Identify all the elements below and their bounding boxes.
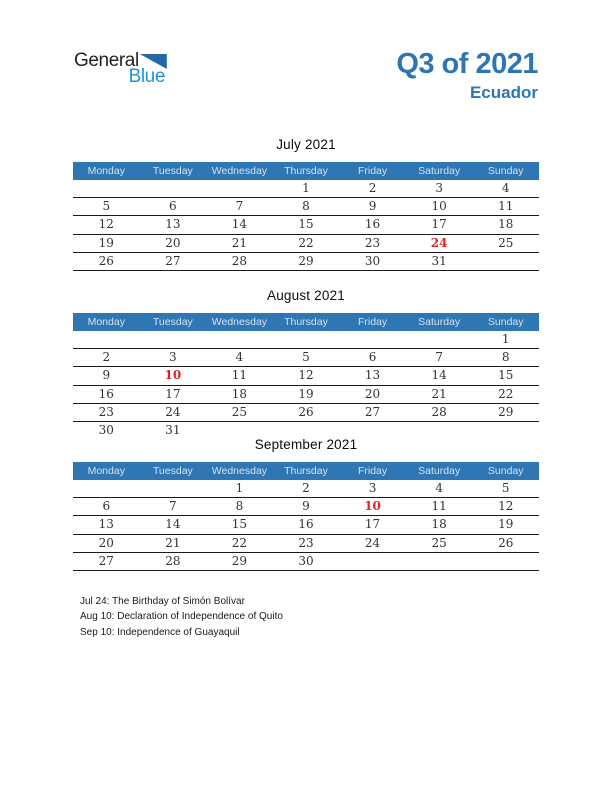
- weekday-label: Sunday: [487, 465, 524, 477]
- date-cell: 17: [165, 386, 181, 401]
- date-cell: 1: [235, 481, 244, 495]
- calendar-week-row: [73, 367, 539, 385]
- date-cell: 22: [231, 535, 248, 550]
- empty-date-cell: [339, 331, 406, 348]
- empty-date-cell: [73, 480, 140, 497]
- empty-date-cell: [73, 180, 140, 197]
- weekday-label: Thursday: [284, 465, 328, 477]
- date-cell: 29: [298, 253, 314, 268]
- weekday-label: Tuesday: [152, 165, 193, 177]
- empty-date-cell: [273, 331, 340, 348]
- date-cell: 9: [102, 368, 111, 383]
- month-title: July 2021: [276, 137, 336, 152]
- holiday-date-cell: 10: [164, 368, 182, 383]
- date-cell: 4: [235, 350, 244, 365]
- weekday-label: Monday: [87, 165, 125, 177]
- date-cell: 18: [431, 517, 447, 532]
- date-cell: 7: [435, 350, 443, 365]
- date-cell: 5: [302, 350, 310, 365]
- date-cell: 25: [431, 535, 447, 550]
- date-cell: 19: [298, 386, 314, 401]
- logo-text-blue: Blue: [128, 66, 165, 87]
- empty-date-cell: [406, 331, 473, 348]
- date-cell: 3: [169, 350, 177, 365]
- date-cell: 18: [498, 217, 514, 232]
- date-cell: 2: [368, 181, 377, 195]
- date-cell: 13: [165, 217, 181, 232]
- date-cell: 7: [235, 199, 244, 214]
- month-section-september: [73, 437, 539, 571]
- calendar-week-row: [73, 553, 539, 571]
- month-section-august: [73, 288, 539, 439]
- weekday-label: Wednesday: [211, 465, 268, 477]
- date-cell: 8: [302, 199, 310, 214]
- date-cell: 8: [501, 350, 510, 365]
- holiday-date-cell: 24: [430, 235, 448, 250]
- date-cell: 6: [169, 199, 177, 214]
- date-cell: 27: [98, 553, 114, 568]
- calendar-week-row: [73, 331, 539, 349]
- date-cell: 9: [368, 199, 377, 214]
- holiday-legend-line: Sep 10: Independence of Guayaquil: [80, 626, 240, 638]
- date-cell: 20: [364, 386, 381, 401]
- date-cell: 2: [302, 481, 310, 495]
- date-cell: 30: [364, 253, 381, 268]
- month-title: September 2021: [254, 437, 358, 452]
- weekday-label: Wednesday: [211, 165, 268, 177]
- date-cell: 12: [298, 368, 314, 383]
- calendar-week-row: [73, 498, 539, 516]
- calendar-table: [73, 462, 539, 571]
- date-cell: 16: [298, 517, 314, 532]
- holiday-legend: [80, 594, 283, 640]
- date-cell: 15: [498, 368, 514, 383]
- date-cell: 23: [98, 404, 114, 419]
- date-cell: 11: [231, 368, 248, 383]
- date-cell: 22: [498, 386, 514, 401]
- date-cell: 13: [98, 517, 114, 532]
- empty-date-cell: [140, 180, 207, 197]
- empty-date-cell: [472, 553, 539, 570]
- date-cell: 22: [298, 235, 314, 250]
- date-cell: 1: [501, 332, 510, 346]
- weekday-label: Friday: [357, 465, 388, 477]
- date-cell: 20: [98, 535, 114, 550]
- calendar-week-row: [73, 216, 539, 234]
- date-cell: 30: [298, 553, 314, 568]
- empty-date-cell: [73, 331, 140, 348]
- date-cell: 4: [435, 481, 443, 495]
- date-cell: 27: [364, 404, 381, 419]
- weekday-header-row: [73, 162, 539, 180]
- weekday-label: Monday: [87, 465, 125, 477]
- holiday-legend-line: Aug 10: Declaration of Independence of Quito: [80, 611, 283, 623]
- empty-date-cell: [206, 180, 273, 197]
- holiday-legend-line: Jul 24: The Birthday of Simón Bolívar: [80, 596, 245, 607]
- month-title: August 2021: [266, 288, 345, 303]
- date-cell: 14: [231, 217, 248, 232]
- date-cell: 30: [98, 422, 114, 437]
- weekday-label: Tuesday: [152, 465, 193, 477]
- date-cell: 17: [431, 217, 447, 232]
- date-cell: 21: [231, 235, 248, 250]
- weekday-label: Saturday: [418, 165, 461, 177]
- weekday-header-row: [73, 313, 539, 331]
- calendar-week-row: [73, 516, 539, 534]
- date-cell: 5: [102, 199, 111, 214]
- date-cell: 26: [98, 253, 114, 268]
- date-cell: 21: [431, 386, 447, 401]
- date-cell: 14: [431, 368, 447, 383]
- date-cell: 31: [165, 422, 181, 437]
- empty-date-cell: [472, 253, 539, 270]
- date-cell: 23: [298, 535, 314, 550]
- date-cell: 28: [431, 404, 447, 419]
- date-cell: 8: [235, 499, 244, 514]
- weekday-label: Saturday: [418, 465, 461, 477]
- calendar-week-row: [73, 349, 539, 367]
- date-cell: 10: [431, 199, 447, 214]
- date-cell: 17: [364, 517, 381, 532]
- date-cell: 2: [102, 350, 111, 365]
- calendar-week-row: [73, 535, 539, 553]
- date-cell: 25: [498, 235, 514, 250]
- date-cell: 7: [169, 499, 177, 514]
- date-cell: 19: [498, 517, 514, 532]
- weekday-label: Monday: [87, 316, 125, 328]
- date-cell: 28: [231, 253, 248, 268]
- calendar-week-row: [73, 253, 539, 271]
- date-cell: 24: [364, 535, 381, 550]
- date-cell: 25: [231, 404, 248, 419]
- date-cell: 5: [501, 481, 510, 495]
- date-cell: 13: [364, 368, 381, 383]
- date-cell: 6: [102, 499, 111, 514]
- holiday-date-cell: 10: [364, 499, 381, 514]
- calendar-table: [73, 162, 539, 271]
- calendar-week-row: [73, 235, 539, 253]
- weekday-label: Friday: [357, 165, 388, 177]
- date-cell: 19: [98, 235, 114, 250]
- date-cell: 1: [302, 181, 310, 195]
- weekday-header-row: [73, 462, 539, 480]
- empty-date-cell: [206, 331, 273, 348]
- date-cell: 14: [165, 517, 181, 532]
- weekday-label: Tuesday: [152, 316, 193, 328]
- date-cell: 29: [498, 404, 514, 419]
- weekday-label: Thursday: [284, 165, 328, 177]
- date-cell: 27: [165, 253, 181, 268]
- date-cell: 16: [364, 217, 381, 232]
- calendar-week-row: [73, 386, 539, 404]
- date-cell: 23: [364, 235, 381, 250]
- weekday-label: Sunday: [487, 165, 524, 177]
- date-cell: 31: [431, 253, 447, 268]
- calendar-week-row: [73, 480, 539, 498]
- date-cell: 16: [98, 386, 114, 401]
- date-cell: 28: [165, 553, 181, 568]
- date-cell: 6: [368, 350, 377, 365]
- weekday-label: Sunday: [487, 316, 524, 328]
- calendar-week-row: [73, 198, 539, 216]
- quarter-title: Q3 of 2021: [396, 48, 538, 80]
- date-cell: 26: [298, 404, 314, 419]
- date-cell: 12: [98, 217, 114, 232]
- general-blue-logo: [74, 51, 168, 85]
- month-section-july: [73, 137, 539, 271]
- weekday-label: Thursday: [284, 316, 328, 328]
- weekday-label: Friday: [357, 316, 388, 328]
- empty-date-cell: [406, 553, 473, 570]
- date-cell: 11: [431, 499, 447, 514]
- calendar-week-row: [73, 180, 539, 198]
- date-cell: 3: [368, 481, 377, 495]
- date-cell: 20: [165, 235, 181, 250]
- date-cell: 11: [498, 199, 514, 214]
- weekday-label: Saturday: [418, 316, 461, 328]
- weekday-label: Wednesday: [211, 316, 268, 328]
- country-subtitle: Ecuador: [469, 83, 538, 102]
- date-cell: 9: [302, 499, 310, 514]
- calendar-table: [73, 313, 539, 439]
- calendar-week-row: [73, 404, 539, 422]
- empty-date-cell: [339, 553, 406, 570]
- empty-date-cell: [140, 480, 207, 497]
- date-cell: 29: [231, 553, 248, 568]
- date-cell: 15: [298, 217, 314, 232]
- date-cell: 26: [498, 535, 514, 550]
- date-cell: 18: [231, 386, 248, 401]
- date-cell: 21: [165, 535, 181, 550]
- date-cell: 12: [498, 499, 514, 514]
- quarter-header: [396, 48, 538, 103]
- date-cell: 4: [501, 181, 510, 195]
- date-cell: 3: [435, 181, 443, 195]
- logo-text-general: General: [74, 50, 139, 71]
- date-cell: 24: [165, 404, 181, 419]
- empty-date-cell: [140, 331, 207, 348]
- date-cell: 15: [231, 517, 248, 532]
